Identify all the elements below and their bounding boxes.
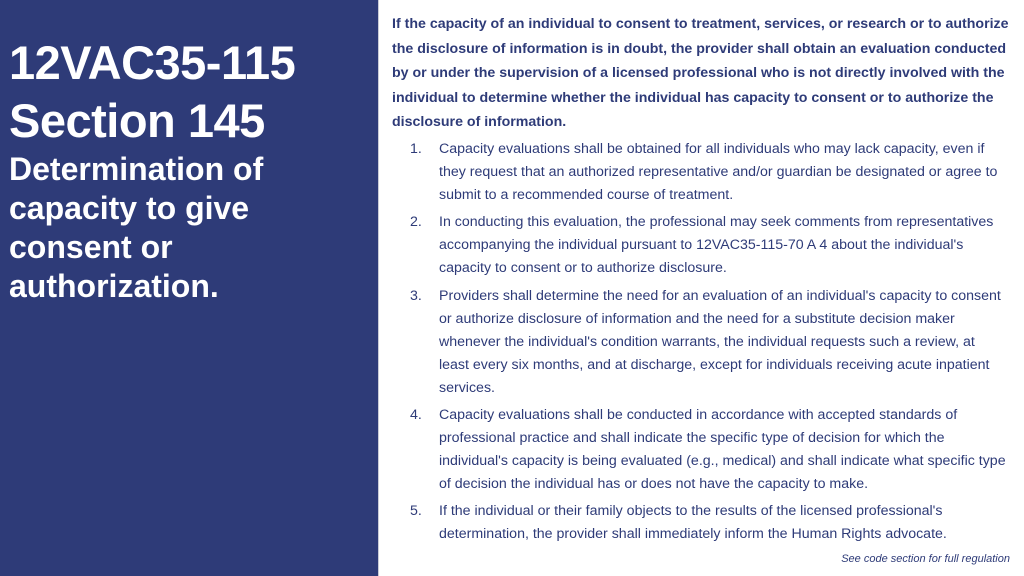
list-item	[392, 500, 1014, 546]
intro-paragraph: If the capacity of an individual to consent to treatment, services, or research or to authorize the disclosure of information is in doubt, the provider shall obtain an evaluation conducted by or under the supervision of a licensed professional who is not directly involved with the individual to determine whether the individual has capacity to consent or to authorize the disclosure of information.	[392, 16, 1009, 131]
list-item	[392, 138, 1014, 207]
list-item-text: Capacity evaluations shall be obtained for all individuals who may lack capacity, even if they request that an authorized representative and/or guardian be designated or agree to submit to a recommended course of treatment.	[439, 140, 998, 204]
title-panel	[0, 0, 378, 576]
list-item-text: Capacity evaluations shall be conducted in accordance with accepted standards of professional practice and shall indicate the specific type of decision for which the individual's capacity is being evaluated (e.g., medical) and shall indicate what specific type of decision the individual has or does not have the capacity to make.	[439, 407, 1006, 493]
requirement-list	[392, 138, 1014, 547]
section-number-title: Section 145	[9, 94, 265, 147]
list-item-number: 2.	[410, 214, 422, 231]
footnote: See code section for full regulation	[841, 553, 1010, 565]
panel-divider	[378, 0, 379, 576]
list-item	[392, 404, 1014, 496]
list-item	[392, 211, 1014, 280]
list-item-text: If the individual or their family objects to the results of the licensed professional's determination, the provider shall immediately inform the Human Rights advocate.	[439, 503, 947, 543]
regulation-code-title: 12VAC35-115	[9, 36, 296, 89]
list-item-number: 1.	[410, 140, 422, 157]
list-item-text: In conducting this evaluation, the professional may seek comments from representatives accompanying the individual pursuant to 12VAC35-115-70 A 4 about the individual's capacity to consent or to authorize disclosure.	[439, 214, 994, 277]
section-subtitle: Determination of capacity to give consent or authorization.	[9, 151, 264, 304]
list-item-text: Providers shall determine the need for an evaluation of an individual's capacity to consent or authorize disclosure of information and the need for a substitute decision maker whenever the individual's condition warrants, the individual requests such a review, at least every six months, and at discharge, except for individuals receiving acute inpatient services.	[439, 287, 1001, 396]
regulation-content	[392, 12, 1014, 551]
list-item-number: 4.	[410, 407, 422, 423]
list-item-number: 3.	[410, 287, 422, 304]
list-item	[392, 285, 1014, 400]
list-item-number: 5.	[410, 503, 422, 520]
